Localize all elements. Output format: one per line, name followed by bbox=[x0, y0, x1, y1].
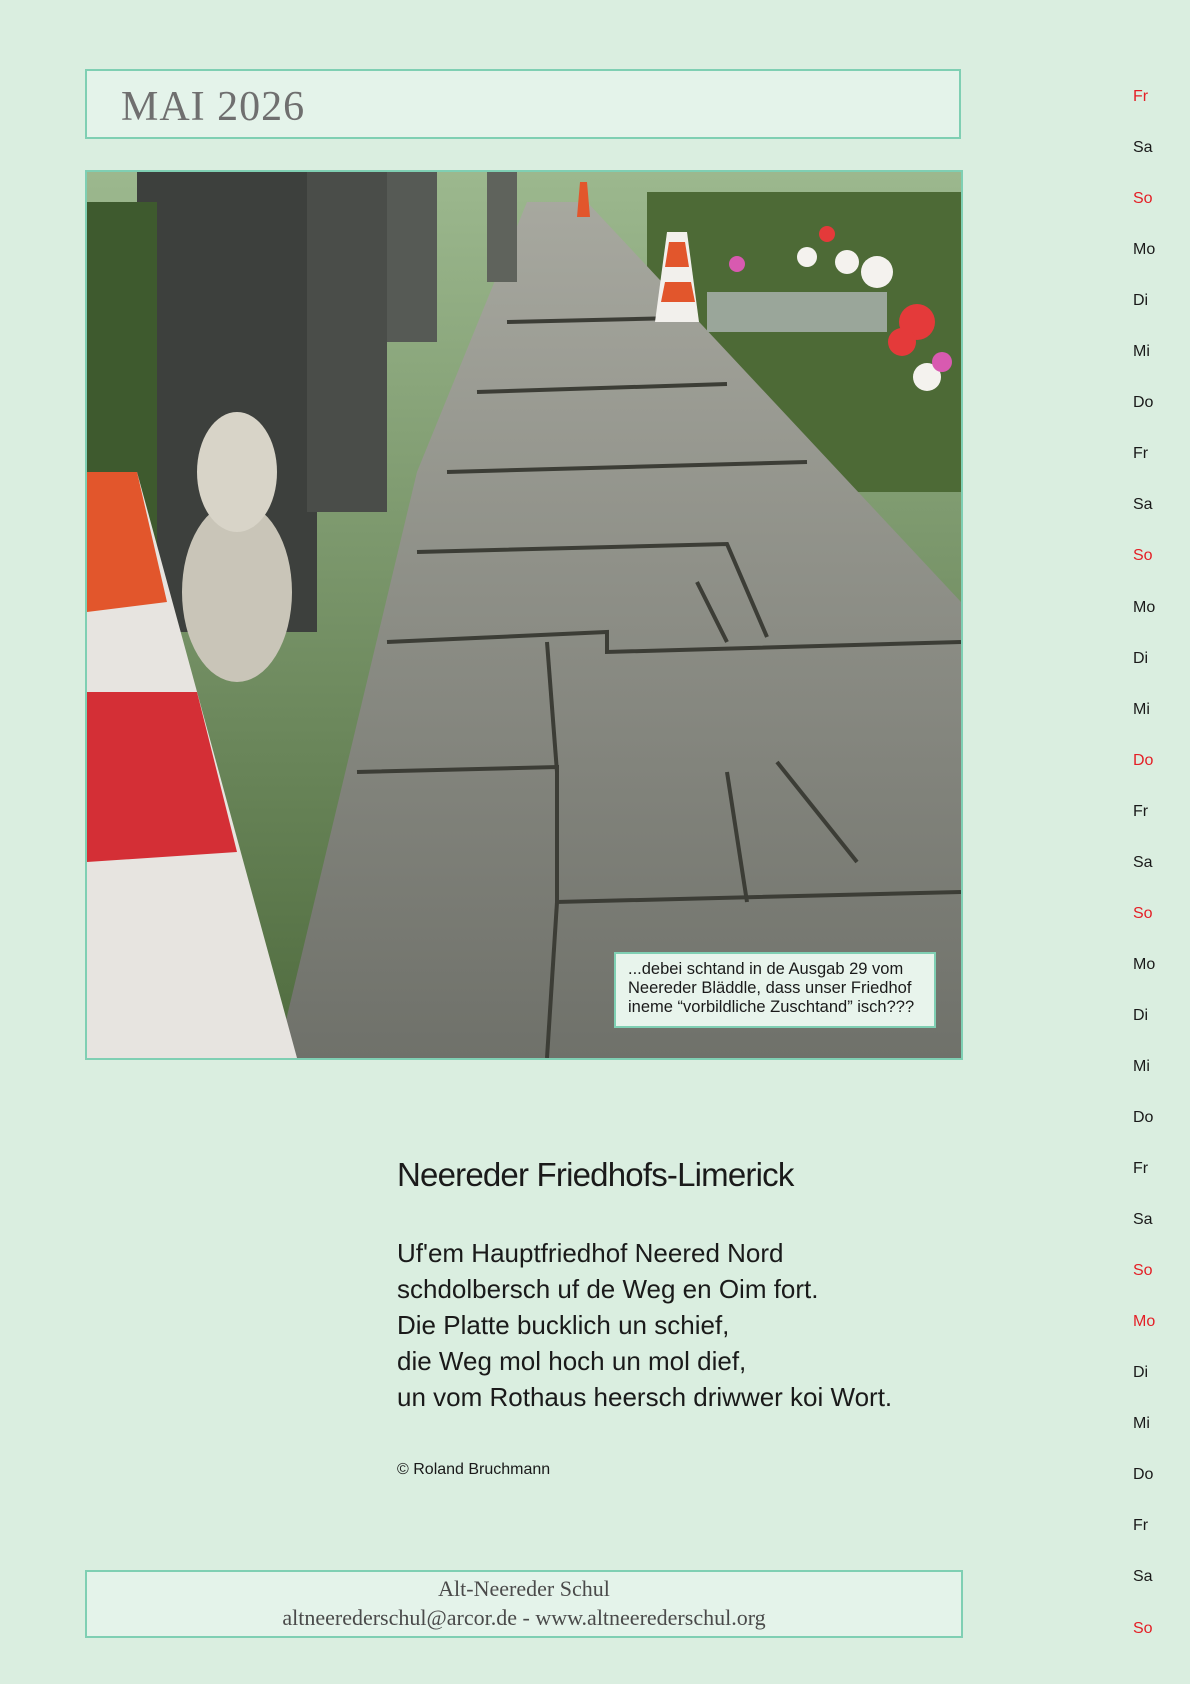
footer-box bbox=[85, 1570, 963, 1638]
day-weekday: Fr bbox=[1133, 1517, 1149, 1535]
day-weekday: Do bbox=[1133, 751, 1154, 769]
poem-line: un vom Rothaus heersch driwwer koi Wort. bbox=[397, 1382, 893, 1412]
day-weekday: Mo bbox=[1133, 1313, 1156, 1331]
photo-illustration bbox=[87, 172, 961, 1058]
month-title: MAI 2026 bbox=[121, 84, 306, 130]
day-weekday: Mi bbox=[1133, 1057, 1150, 1075]
day-weekday: Fr bbox=[1133, 1160, 1149, 1178]
day-weekday: So bbox=[1133, 1619, 1153, 1637]
footer-contact: altneerederschul@arcor.de - www.altneerederschul.org bbox=[282, 1605, 766, 1630]
day-weekday: Fr bbox=[1133, 445, 1149, 463]
poem-text bbox=[397, 1235, 892, 1415]
day-weekday: So bbox=[1133, 1262, 1153, 1280]
month-title-box bbox=[85, 69, 961, 139]
day-weekday: So bbox=[1133, 547, 1153, 565]
footer-organization: Alt-Neereder Schul bbox=[438, 1576, 610, 1601]
day-weekday: Mi bbox=[1133, 343, 1150, 361]
day-weekday: Sa bbox=[1133, 139, 1153, 157]
day-weekday: Sa bbox=[1133, 1568, 1153, 1586]
poem-line: Die Platte bucklich un schief, bbox=[397, 1310, 730, 1340]
poem-line: die Weg mol hoch un mol dief, bbox=[397, 1346, 747, 1376]
day-weekday: Mo bbox=[1133, 955, 1156, 973]
day-weekday: Di bbox=[1133, 1006, 1149, 1024]
cemetery-path-photo bbox=[85, 170, 963, 1060]
day-weekday: Do bbox=[1133, 1109, 1154, 1126]
day-weekday: Fr bbox=[1133, 802, 1149, 820]
day-weekday: Di bbox=[1133, 292, 1149, 310]
day-weekday: Mo bbox=[1133, 241, 1156, 259]
day-weekday: So bbox=[1133, 190, 1153, 208]
day-weekday: So bbox=[1133, 904, 1153, 922]
day-weekday: Do bbox=[1133, 1466, 1154, 1484]
day-weekday: Di bbox=[1133, 1364, 1149, 1382]
poem-line: schdolbersch uf de Weg en Oim fort. bbox=[397, 1274, 819, 1304]
day-weekday: Mi bbox=[1133, 1415, 1150, 1433]
day-weekday: Sa bbox=[1133, 1211, 1153, 1229]
poem-title: Neereder Friedhofs-Limerick bbox=[397, 1156, 794, 1193]
day-weekday: Sa bbox=[1133, 496, 1153, 514]
day-weekday: Mo bbox=[1133, 598, 1156, 616]
day-weekday: Mi bbox=[1133, 700, 1150, 718]
photo-caption: ...debei schtand in de Ausgab 29 vom Neereder Bläddle, dass unser Friedhof ineme “vorbildliche Zuschtand” isch??? bbox=[614, 952, 936, 1028]
poem-line: Uf'em Hauptfriedhof Neered Nord bbox=[397, 1238, 784, 1268]
day-weekday: Fr bbox=[1133, 88, 1149, 105]
day-weekday: Do bbox=[1133, 394, 1154, 412]
day-weekday: Di bbox=[1133, 649, 1149, 667]
copyright-note: © Roland Bruchmann bbox=[397, 1461, 551, 1478]
day-weekday: Sa bbox=[1133, 853, 1153, 871]
